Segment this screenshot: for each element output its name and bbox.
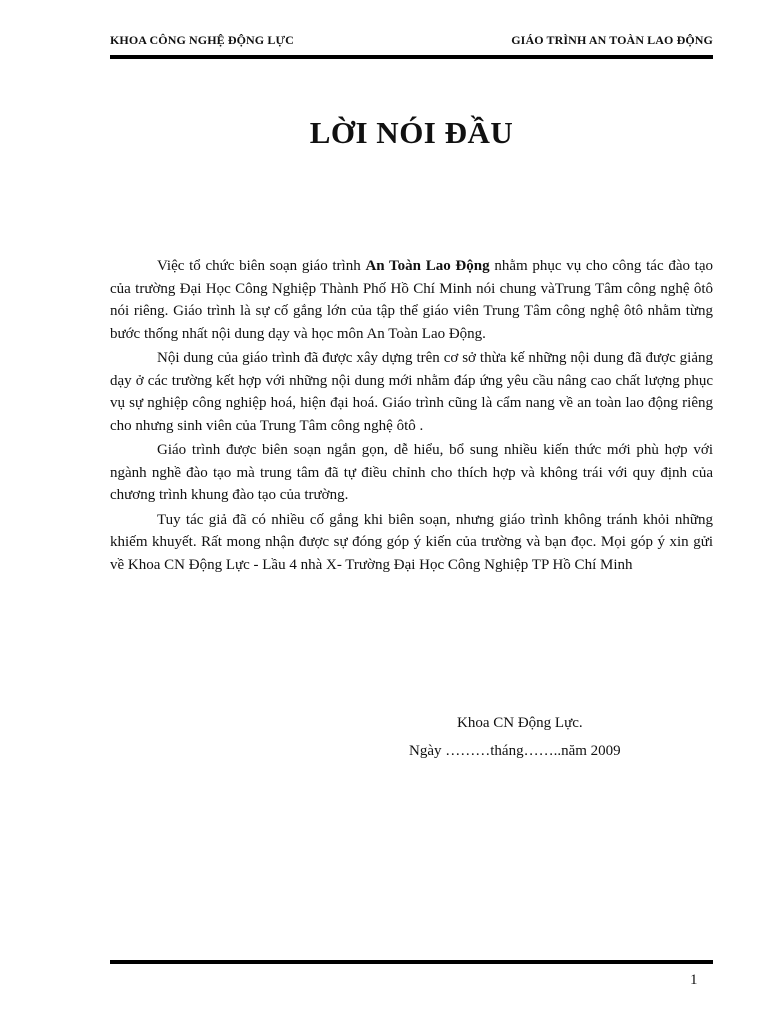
course-name: An Toàn Lao Động xyxy=(365,258,490,274)
signature-organization: Khoa CN Động Lực. xyxy=(457,715,583,731)
signature-date: Ngày ………tháng……..năm 2009 xyxy=(409,743,621,759)
page-title: LỜI NÓI ĐẦU xyxy=(309,115,514,150)
paragraph-2: Nội dung của giáo trình đã được xây dựng trên cơ sở thừa kế những nội dung đã được giảng dạy ở các trường kết hợp với những nội dung mới nhằm đáp ứng yêu cầu nâng cao chất lượng phục vụ sự nghiệp công nghiệp hoá, hiện đại hoá. Giáo trình cũng là cẩm nang về an toàn lao động riêng cho nhưng sinh viên của Trung Tâm công nghệ ôtô . xyxy=(110,350,713,434)
paragraph-4: Tuy tác giả đã có nhiều cố gắng khi biên soạn, nhưng giáo trình không tránh khỏi những khiếm khuyết. Rất mong nhận được sự đóng góp ý kiến của trường và bạn đọc. Mọi góp ý xin gửi về Khoa CN Động Lực - Lầu 4 nhà X- Trường Đại Học Công Nghiệp TP Hồ Chí Minh xyxy=(110,511,713,573)
paragraph-1-rest: nhằm phục vụ cho công tác đào tạo của trường Đại Học Công Nghiệp Thành Phố Hồ Chí Minh nói chung vàTrung Tâm công nghệ ôtô nói riêng. Giáo trình là sự cố gắng lớn của tập thể giáo viên Trung Tâm công nghệ ôtô nhằm từng bước thống nhất nội dung dạy và học môn An Toàn Lao Động. xyxy=(110,258,713,342)
footer-divider xyxy=(110,960,713,964)
paragraph-1 xyxy=(110,255,713,345)
header-divider xyxy=(110,55,713,59)
header-department: KHOA CÔNG NGHỆ ĐỘNG LỰC xyxy=(110,33,294,47)
header-document-title: GIÁO TRÌNH AN TOÀN LAO ĐỘNG xyxy=(511,33,713,47)
preface-body xyxy=(110,255,713,578)
paragraph-1-intro: Việc tổ chức biên soạn giáo trình xyxy=(157,258,366,274)
page-header xyxy=(110,33,713,53)
paragraph-3: Giáo trình được biên soạn ngắn gọn, dễ hiểu, bổ sung nhiều kiến thức mới phù hợp với ngành nghề đào tạo mà trung tâm đã tự điều chỉnh cho thích hợp và không trái với quy định của chương trình khung đào tạo của trường. xyxy=(110,442,713,503)
page-number: 1 xyxy=(690,972,698,988)
